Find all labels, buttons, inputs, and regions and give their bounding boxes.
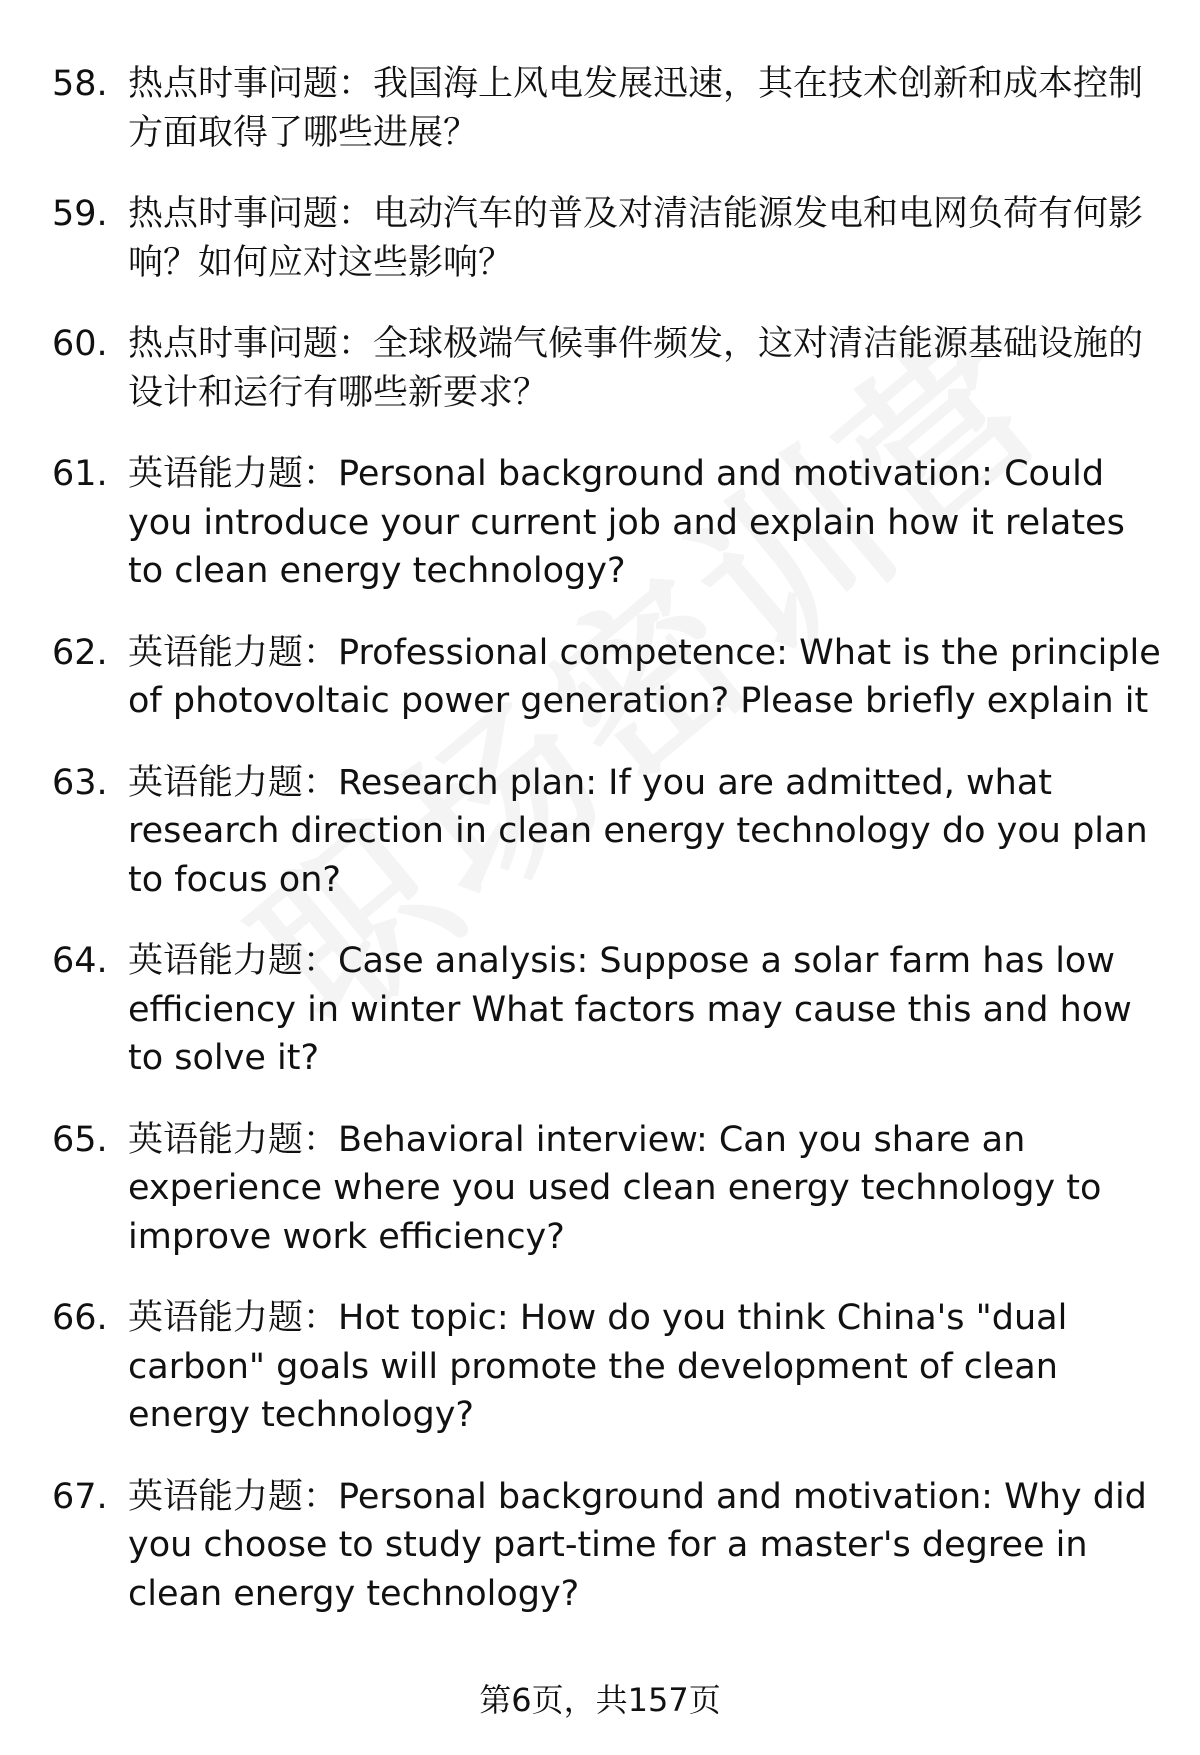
question-number: 63. [52, 762, 108, 803]
question-text: 热点时事问题：我国海上风电发展迅速，其在技术创新和成本控制方面取得了哪些进展？ [128, 64, 1144, 153]
question-text: 英语能力题：Research plan: If you are admitted, what research direction in clean energy technology do you plan to focus on? [128, 762, 1148, 900]
question-item-64 [52, 937, 1162, 1083]
question-item-58 [52, 60, 1162, 157]
question-item-62 [52, 629, 1162, 726]
page-number-footer: 第6页，共157页 [479, 1681, 721, 1719]
question-item-63 [52, 759, 1162, 905]
question-item-60 [52, 320, 1162, 417]
question-item-65 [52, 1116, 1162, 1262]
question-text: 热点时事问题：电动汽车的普及对清洁能源发电和电网负荷有何影响？如何应对这些影响？ [128, 194, 1144, 283]
question-number: 61. [52, 454, 108, 494]
question-item-66 [52, 1294, 1162, 1440]
question-text: 英语能力题：Behavioral interview: Can you share an experience where you used clean energy technology to improve work efficiency? [128, 1119, 1102, 1257]
question-text: 热点时事问题：全球极端气候事件频发，这对清洁能源基础设施的设计和运行有哪些新要求？ [128, 324, 1144, 413]
question-number: 65. [52, 1119, 108, 1160]
question-number: 60. [52, 324, 108, 364]
question-number: 67. [52, 1476, 108, 1517]
question-number: 66. [52, 1298, 108, 1338]
question-number: 64. [52, 941, 108, 981]
question-item-59 [52, 190, 1162, 287]
question-number: 59. [52, 194, 108, 234]
question-number: 58. [52, 64, 108, 104]
question-text: 英语能力题：Hot topic: How do you think China's "dual carbon" goals will promote the development of clean energy technology? [128, 1298, 1068, 1435]
question-list [52, 60, 1162, 1651]
question-text: 英语能力题：Personal background and motivation: Why did you choose to study part-time for a master's degree in clean energy technology? [128, 1476, 1147, 1614]
question-text: 英语能力题：Personal background and motivation: Could you introduce your current job and explain how it relates to clean energy technology? [128, 454, 1125, 591]
question-number: 62. [52, 632, 108, 673]
question-item-61 [52, 450, 1162, 596]
question-item-67 [52, 1473, 1162, 1619]
question-text: 英语能力题：Case analysis: Suppose a solar farm has low efficiency in winter What factors may cause this and how to solve it? [128, 941, 1132, 1078]
question-text: 英语能力题：Professional competence: What is the principle of photovoltaic power generation? Please briefly explain it [128, 632, 1161, 721]
